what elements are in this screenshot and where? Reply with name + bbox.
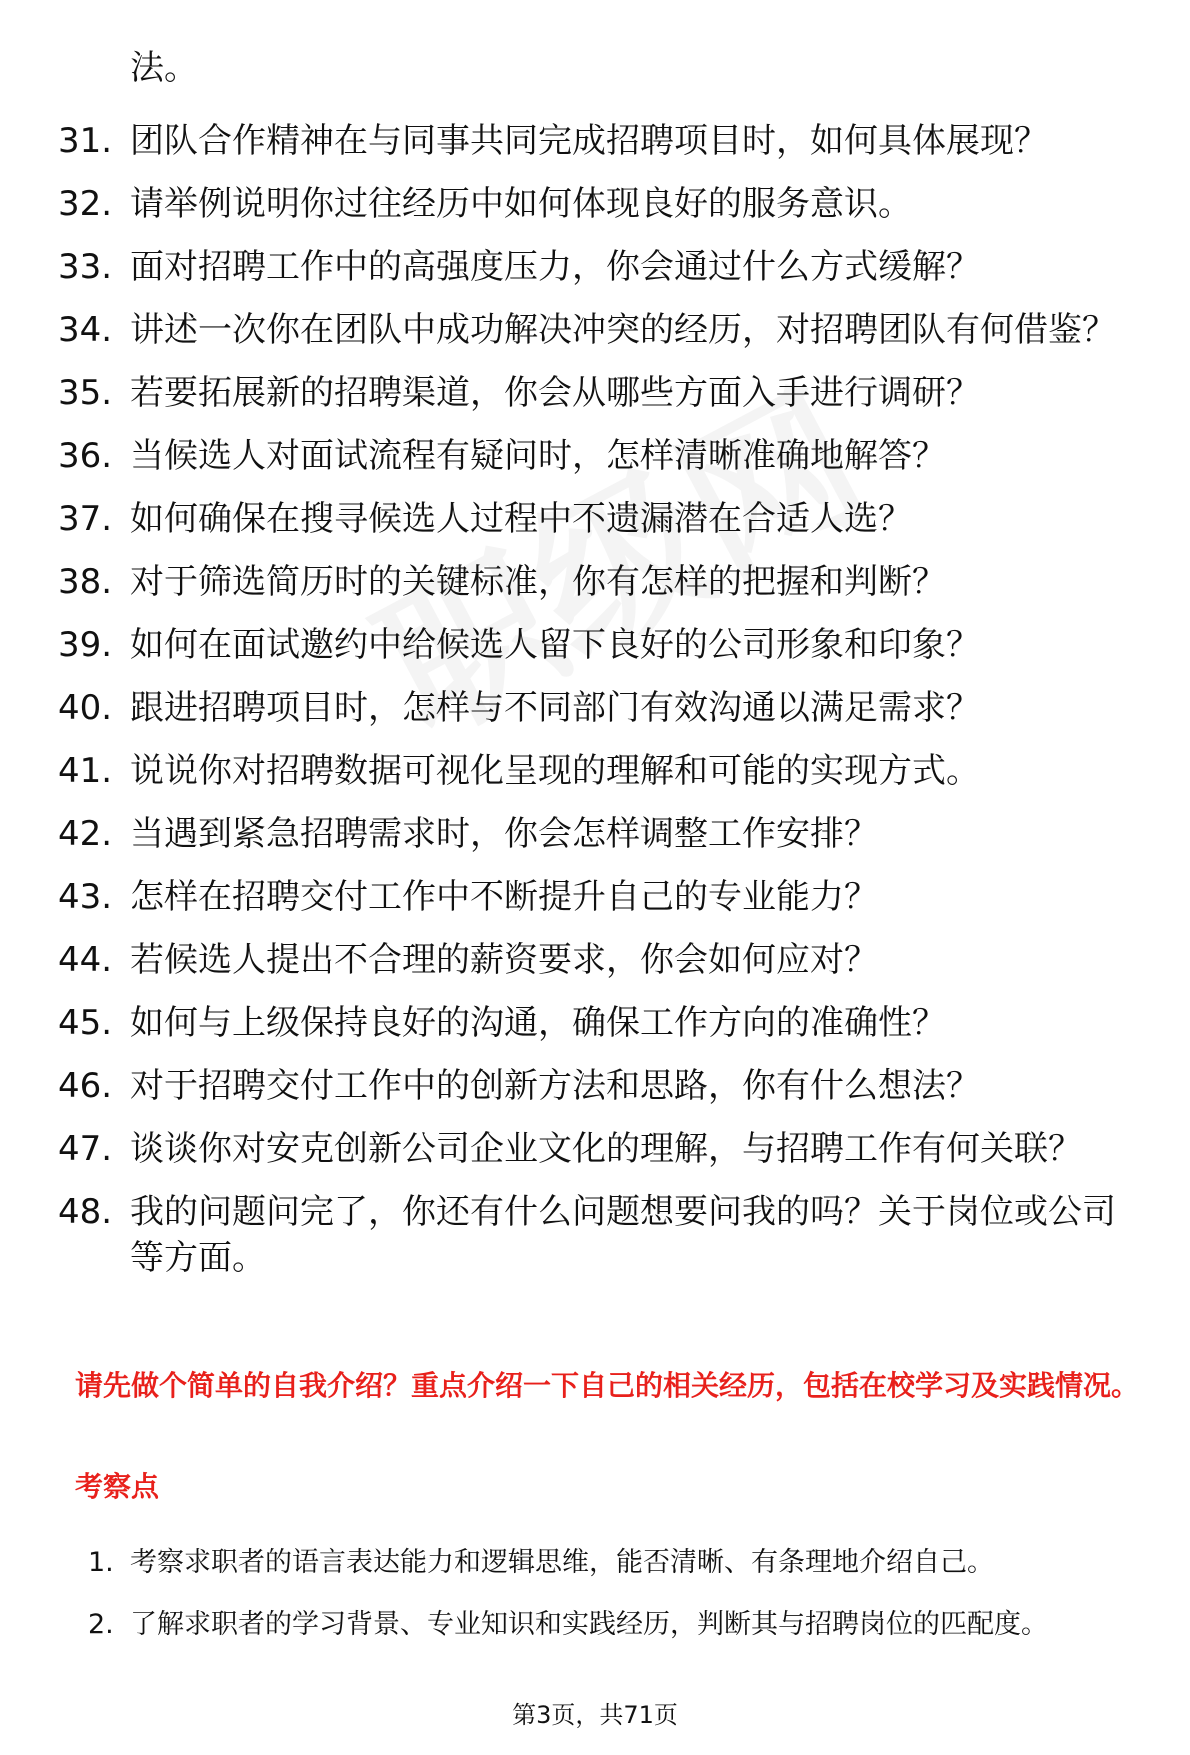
question-item-number: 45.: [58, 1003, 113, 1043]
point-item: [88, 1544, 1168, 1582]
question-item-text: 团队合作精神在与同事共同完成招聘项目时，如何具体展现？: [130, 121, 1048, 161]
point-item-text: 了解求职者的学习背景、专业知识和实践经历，判断其与招聘岗位的匹配度。: [130, 1609, 1048, 1640]
page-footer: 第3页，共71页: [512, 1701, 678, 1729]
question-item: [58, 433, 1138, 479]
question-item-number: 46.: [58, 1066, 113, 1106]
question-item-text: 跟进招聘项目时，怎样与不同部门有效沟通以满足需求？: [130, 688, 980, 728]
question-item-text: 如何确保在搜寻候选人过程中不遗漏潜在合适人选？: [130, 499, 912, 539]
points-list: [88, 1544, 1168, 1668]
question-item: [58, 874, 1138, 920]
question-item-text: 谈谈你对安克创新公司企业文化的理解，与招聘工作有何关联？: [130, 1129, 1082, 1169]
question-item-number: 36.: [58, 436, 113, 476]
question-item: [58, 181, 1138, 227]
question-item-text: 若候选人提出不合理的薪资要求，你会如何应对？: [130, 940, 878, 980]
question-list: [58, 118, 1138, 1298]
question-item: [58, 307, 1138, 353]
question-item-text: 如何在面试邀约中给候选人留下良好的公司形象和印象？: [130, 625, 980, 665]
continued-text: 法。: [130, 48, 198, 88]
question-item-number: 31.: [58, 121, 113, 161]
question-item-text: 请举例说明你过往经历中如何体现良好的服务意识。: [130, 184, 912, 224]
question-item: [58, 370, 1138, 416]
question-item-text: 当候选人对面试流程有疑问时，怎样清晰准确地解答？: [130, 436, 946, 476]
question-item: [58, 244, 1138, 290]
points-title: 考察点: [75, 1470, 160, 1503]
question-item-text: 若要拓展新的招聘渠道，你会从哪些方面入手进行调研？: [130, 373, 980, 413]
question-item-text: 怎样在招聘交付工作中不断提升自己的专业能力？: [130, 877, 878, 917]
question-item: [58, 496, 1138, 542]
question-item-number: 43.: [58, 877, 113, 917]
question-item: [58, 811, 1138, 857]
question-item-text: 对于筛选简历时的关键标准，你有怎样的把握和判断？: [130, 562, 946, 602]
question-item: [58, 685, 1138, 731]
question-item: [58, 622, 1138, 668]
question-item: [58, 1126, 1138, 1172]
point-item-number: 2.: [88, 1609, 114, 1640]
question-item-text: 当遇到紧急招聘需求时，你会怎样调整工作安排？: [130, 814, 878, 854]
question-item: [58, 1000, 1138, 1046]
question-item-number: 42.: [58, 814, 113, 854]
question-item-number: 44.: [58, 940, 113, 980]
question-item-text: 讲述一次你在团队中成功解决冲突的经历，对招聘团队有何借鉴？: [130, 310, 1116, 350]
point-item: [88, 1606, 1168, 1644]
question-item-text: 如何与上级保持良好的沟通，确保工作方向的准确性？: [130, 1003, 946, 1043]
question-item: [58, 559, 1138, 605]
question-item-number: 40.: [58, 688, 113, 728]
question-item-number: 34.: [58, 310, 113, 350]
question-item-number: 37.: [58, 499, 113, 539]
question-item: [58, 937, 1138, 983]
section-question: 请先做个简单的自我介绍？重点介绍一下自己的相关经历，包括在校学习及实践情况。: [75, 1369, 1140, 1402]
question-item-number: 32.: [58, 184, 113, 224]
question-item-text: 面对招聘工作中的高强度压力，你会通过什么方式缓解？: [130, 247, 980, 287]
question-item-number: 39.: [58, 625, 113, 665]
question-item-number: 38.: [58, 562, 113, 602]
question-item-number: 48.: [58, 1192, 113, 1232]
point-item-text: 考察求职者的语言表达能力和逻辑思维，能否清晰、有条理地介绍自己。: [130, 1547, 994, 1578]
question-item: [58, 118, 1138, 164]
question-item: [58, 1063, 1138, 1109]
question-item-number: 33.: [58, 247, 113, 287]
question-item-text: 对于招聘交付工作中的创新方法和思路，你有什么想法？: [130, 1066, 980, 1106]
question-item-number: 35.: [58, 373, 113, 413]
point-item-number: 1.: [88, 1547, 114, 1578]
question-item-text: 我的问题问完了，你还有什么问题想要问我的吗？关于岗位或公司等方面。: [130, 1192, 1116, 1278]
question-item-number: 47.: [58, 1129, 113, 1169]
question-item-number: 41.: [58, 751, 113, 791]
question-item: [58, 1189, 1138, 1281]
question-item: [58, 748, 1138, 794]
question-item-text: 说说你对招聘数据可视化呈现的理解和可能的实现方式。: [130, 751, 980, 791]
